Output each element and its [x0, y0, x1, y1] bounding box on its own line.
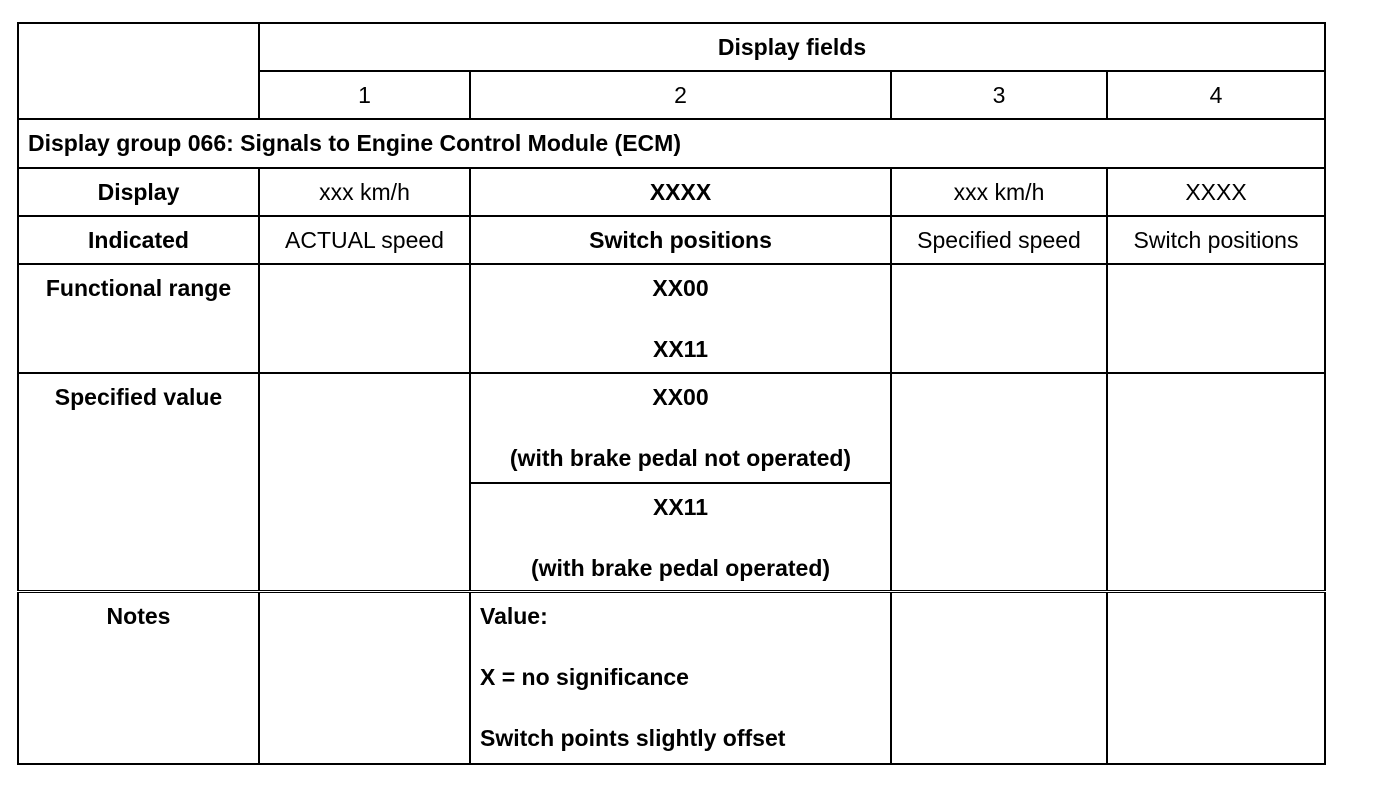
header-row	[18, 23, 1325, 71]
indicated-field-1: ACTUAL speed	[259, 216, 470, 264]
row-label-display: Display	[18, 168, 259, 216]
group-title: Display group 066: Signals to Engine Control Module (ECM)	[18, 119, 1325, 168]
specified-value-condition-2: (with brake pedal operated)	[530, 555, 831, 581]
display-field-4: XXXX	[1107, 168, 1325, 216]
group-title-row	[18, 119, 1325, 168]
specified-value-code-1: XX00	[652, 384, 709, 410]
functional-range-row	[18, 264, 1325, 373]
display-fields-heading: Display fields	[259, 23, 1325, 71]
functional-range-field-1	[259, 264, 470, 373]
field-number-3: 3	[891, 71, 1107, 119]
functional-range-value-2: XX11	[653, 336, 708, 362]
notes-line-1: Value:	[480, 603, 548, 629]
specified-value-field-2-not-operated	[470, 373, 891, 483]
specified-value-row-a	[18, 373, 1325, 483]
functional-range-value-1: XX00	[652, 275, 709, 301]
specified-value-field-1	[259, 373, 470, 592]
indicated-field-4: Switch positions	[1107, 216, 1325, 264]
row-label-notes: Notes	[18, 592, 259, 764]
specified-value-field-4	[1107, 373, 1325, 592]
field-number-1: 1	[259, 71, 470, 119]
display-field-1: xxx km/h	[259, 168, 470, 216]
display-row	[18, 168, 1325, 216]
notes-field-1	[259, 592, 470, 764]
specified-value-code-2: XX11	[653, 494, 708, 520]
notes-field-2	[470, 592, 891, 764]
corner-cell	[18, 23, 259, 119]
indicated-row	[18, 216, 1325, 264]
functional-range-field-2	[470, 264, 891, 373]
specified-value-condition-1: (with brake pedal not operated)	[509, 445, 852, 471]
row-label-indicated: Indicated	[18, 216, 259, 264]
specified-value-field-3	[891, 373, 1107, 592]
field-number-2: 2	[470, 71, 891, 119]
display-field-2: XXXX	[470, 168, 891, 216]
row-label-specified-value: Specified value	[18, 373, 259, 592]
notes-line-2: X = no significance	[480, 664, 689, 690]
specified-value-field-2-operated	[470, 483, 891, 592]
notes-field-3	[891, 592, 1107, 764]
functional-range-field-3	[891, 264, 1107, 373]
notes-line-3: Switch points slightly offset	[480, 725, 786, 751]
display-group-table	[17, 22, 1326, 765]
field-number-4: 4	[1107, 71, 1325, 119]
notes-field-4	[1107, 592, 1325, 764]
functional-range-field-4	[1107, 264, 1325, 373]
indicated-field-2: Switch positions	[470, 216, 891, 264]
display-field-3: xxx km/h	[891, 168, 1107, 216]
indicated-field-3: Specified speed	[891, 216, 1107, 264]
notes-row	[18, 592, 1325, 764]
row-label-functional-range: Functional range	[18, 264, 259, 373]
